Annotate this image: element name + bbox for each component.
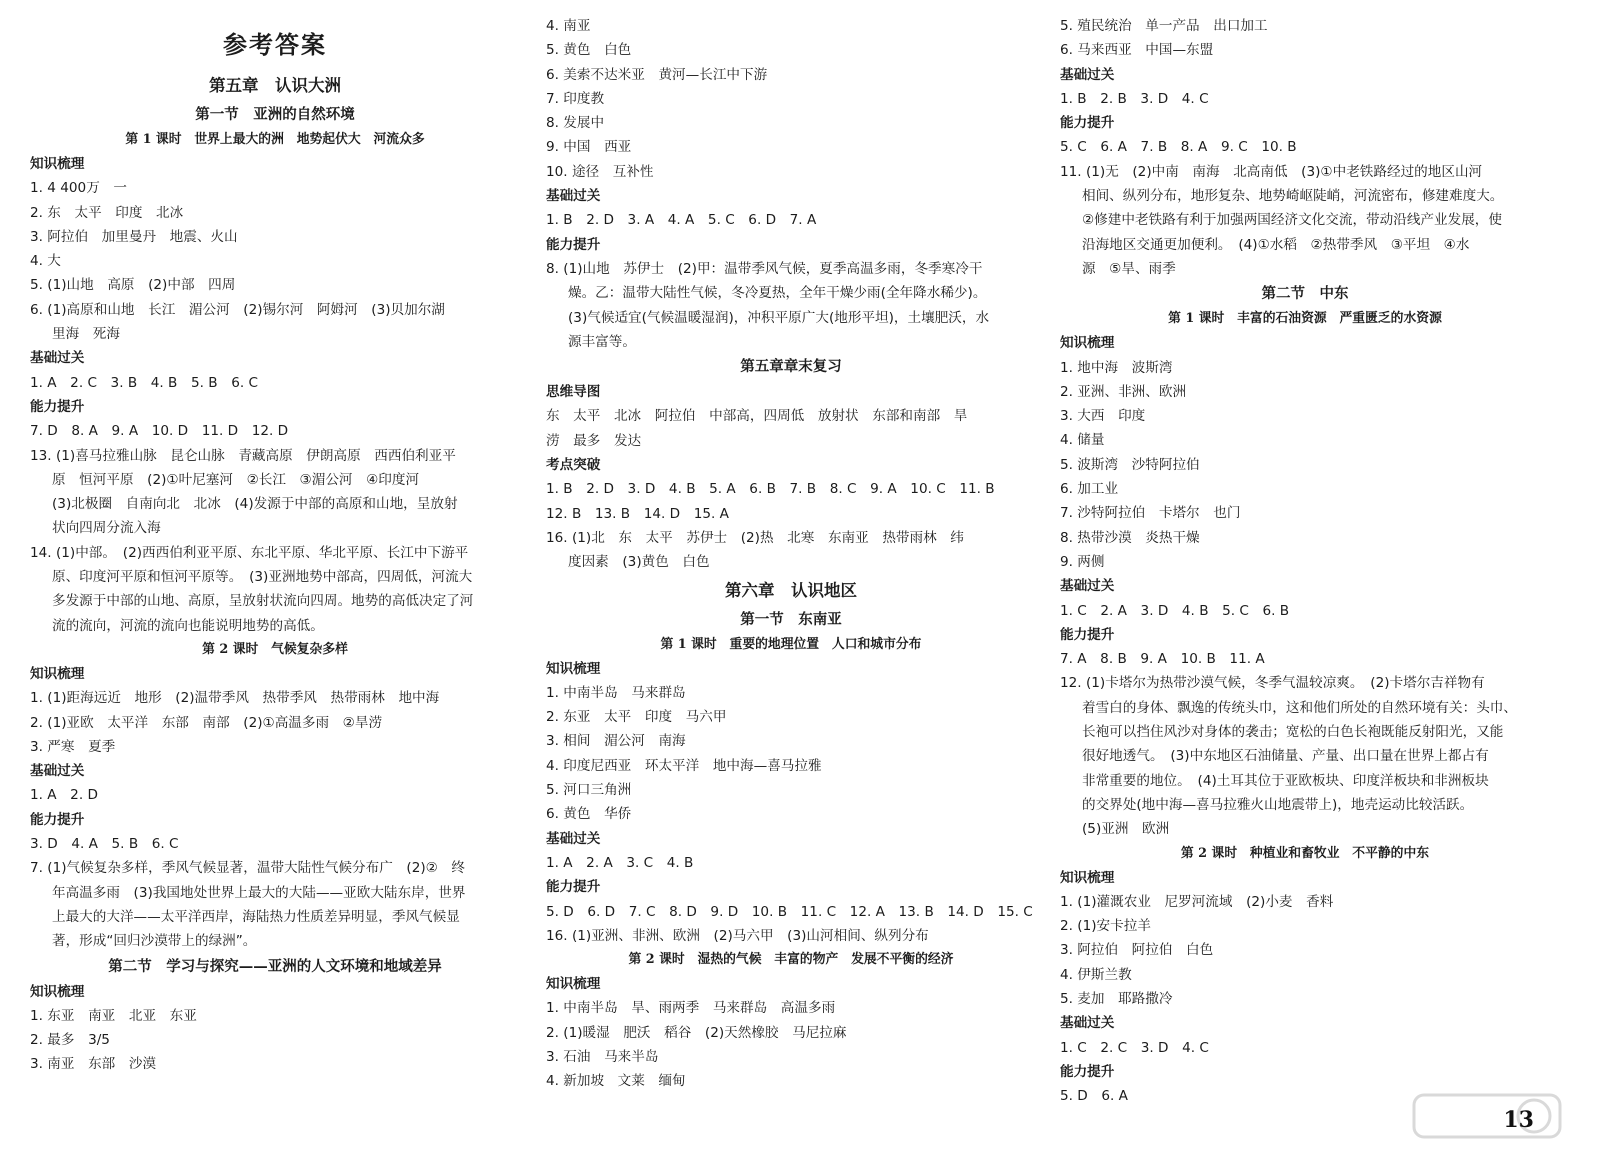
answer-line-continued: 的交界处(地中海—喜马拉雅火山地震带上)，地壳运动比较活跃。	[1082, 796, 1474, 813]
answer-line: 1. B 2. D 3. A 4. A 5. C 6. D 7. A	[546, 212, 817, 229]
page-number: 13	[1503, 1107, 1534, 1133]
section-label: 知识梳理	[546, 660, 601, 677]
answer-line: 1. 地中海 波斯湾	[1060, 359, 1173, 376]
answer-line: 7. 印度教	[546, 90, 605, 107]
answer-line: 1. 4 400万 一	[30, 180, 127, 197]
answer-line: 3. 阿拉伯 加里曼丹 地震、火山	[30, 228, 238, 245]
answer-line-continued: 度因素 (3)黄色 白色	[568, 554, 710, 571]
answer-line-continued: 流的流向，河流的流向也能说明地势的高低。	[52, 617, 324, 634]
section-label: 知识梳理	[30, 983, 85, 1000]
section-label: 考点突破	[546, 457, 601, 474]
column-3	[1060, 14, 1550, 1108]
answer-line-continued: 源 ⑤旱、雨季	[1082, 260, 1176, 277]
answer-line: 5. D 6. A	[1060, 1088, 1128, 1105]
answer-line: 1. 中南半岛 马来群岛	[546, 684, 686, 701]
answer-line-continued: 上最大的大洋——太平洋西岸，海陆热力性质差异明显，季风气候显	[52, 908, 460, 925]
answer-line-continued: 源丰富等。	[568, 333, 636, 350]
answer-line-continued: (5)亚洲 欧洲	[1082, 821, 1170, 838]
section-label: 能力提升	[546, 879, 601, 896]
answer-line-continued: 非常重要的地位。 (4)土耳其位于亚欧板块、印度洋板块和非洲板块	[1082, 772, 1489, 789]
section-label: 基础过关	[30, 763, 85, 780]
section-label: 能力提升	[1060, 1063, 1115, 1080]
answer-line: 6. (1)高原和山地 长江 湄公河 (2)锡尔河 阿姆河 (3)贝加尔湖	[30, 301, 445, 318]
answer-line-continued: 原 恒河平原 (2)①叶尼塞河 ②长江 ③湄公河 ④印度河	[52, 471, 420, 488]
answer-line-continued: 燥。乙：温带大陆性气候，冬冷夏热，全年干燥少雨(全年降水稀少)。	[568, 285, 987, 302]
lesson-heading: 第 2 课时 湿热的气候 丰富的物产 发展不平衡的经济	[628, 952, 954, 968]
section-label: 能力提升	[1060, 115, 1115, 132]
column-1	[30, 14, 520, 1077]
answer-line: 3. 南亚 东部 沙漠	[30, 1056, 157, 1073]
section-label: 基础过关	[1060, 1015, 1115, 1032]
answer-line-continued: 著，形成“回归沙漠带上的绿洲”。	[52, 933, 257, 950]
answer-line: 2. 东 太平 印度 北冰	[30, 204, 184, 221]
answer-line: 9. 中国 西亚	[546, 139, 632, 156]
answer-line: 3. 石油 马来半岛	[546, 1048, 659, 1065]
answer-line: 4. 大	[30, 253, 61, 270]
section-label: 知识梳理	[1060, 335, 1115, 352]
answer-line: 3. 严寒 夏季	[30, 738, 116, 755]
lesson-heading: 第 1 课时 丰富的石油资源 严重匮乏的水资源	[1168, 311, 1442, 327]
page-title: 参考答案	[223, 30, 327, 59]
answer-line: 4. 新加坡 文莱 缅甸	[546, 1073, 686, 1090]
answer-line: 2. (1)安卡拉羊	[1060, 918, 1151, 935]
section-label: 能力提升	[1060, 626, 1115, 643]
answer-line: 1. A 2. D	[30, 787, 98, 804]
answer-line: 11. (1)无 (2)中南 南海 北高南低 (3)①中老铁路经过的地区山河	[1060, 163, 1483, 180]
answer-line: 1. (1)距海远近 地形 (2)温带季风 热带季风 热带雨林 地中海	[30, 690, 440, 707]
section-label: 思维导图	[546, 384, 601, 401]
answer-line-continued: 状向四周分流入海	[52, 520, 161, 537]
section-label: 知识梳理	[30, 156, 85, 172]
answer-line: 5. C 6. A 7. B 8. A 9. C 10. B	[1060, 139, 1297, 156]
answer-line: 6. 美索不达米亚 黄河—长江中下游	[546, 66, 768, 83]
answer-line: 5. 波斯湾 沙特阿拉伯	[1060, 456, 1200, 473]
section-label: 知识梳理	[30, 665, 85, 682]
answer-line: 3. 相间 湄公河 南海	[546, 733, 686, 750]
answer-line-continued: (3)气候适宜(气候温暖湿润)，冲积平原广大(地形平坦)，土壤肥沃，水	[568, 309, 990, 326]
section-label: 能力提升	[30, 398, 85, 415]
answer-line: 8. 发展中	[546, 115, 605, 132]
answer-line: 12. (1)卡塔尔为热带沙漠气候，冬季气温较凉爽。 (2)卡塔尔吉祥物有	[1060, 675, 1485, 692]
section-label: 基础过关	[546, 830, 601, 847]
answer-line: 7. A 8. B 9. A 10. B 11. A	[1060, 651, 1265, 668]
answer-line: 2. (1)暖湿 肥沃 稻谷 (2)天然橡胶 马尼拉麻	[546, 1024, 847, 1041]
answer-line: 3. 阿拉伯 阿拉伯 白色	[1060, 942, 1214, 959]
answer-line: 2. 东亚 太平 印度 马六甲	[546, 709, 727, 726]
answer-line: 2. 亚洲、非洲、欧洲	[1060, 383, 1187, 400]
answer-line: 3. D 4. A 5. B 6. C	[30, 836, 179, 853]
answer-line: 5. 麦加 耶路撒冷	[1060, 990, 1173, 1007]
answer-line: 12. B 13. B 14. D 15. A	[546, 505, 729, 522]
lesson-heading: 第 1 课时 重要的地理位置 人口和城市分布	[660, 636, 922, 652]
section-label: 能力提升	[546, 236, 601, 253]
section-heading: 第五章章末复习	[740, 358, 842, 376]
answer-line: 10. 途径 互补性	[546, 163, 654, 180]
answer-line: 16. (1)北 东 太平 苏伊士 (2)热 北寒 东南亚 热带雨林 纬	[546, 529, 964, 546]
answer-line: 5. (1)山地 高原 (2)中部 四周	[30, 277, 236, 294]
section-heading: 第二节 中东	[1261, 285, 1349, 303]
answer-line: 7. 沙特阿拉伯 卡塔尔 也门	[1060, 505, 1241, 522]
section-label: 能力提升	[30, 811, 85, 828]
column-2	[546, 14, 1036, 1094]
answer-line: 2. (1)亚欧 太平洋 东部 南部 (2)①高温多雨 ②旱涝	[30, 714, 383, 731]
answer-line: 4. 伊斯兰教	[1060, 966, 1132, 983]
answer-line: 1. 东亚 南亚 北亚 东亚	[30, 1007, 197, 1024]
section-heading: 第一节 东南亚	[740, 610, 842, 628]
answer-line-continued: 原、印度河平原和恒河平原等。 (3)亚洲地势中部高，四周低，河流大	[52, 569, 473, 586]
section-label: 知识梳理	[546, 976, 601, 993]
answer-line: 16. (1)亚洲、非洲、欧洲 (2)马六甲 (3)山河相间、纵列分布	[546, 927, 929, 944]
section-heading: 第一节 亚洲的自然环境	[195, 106, 355, 123]
answer-line-continued: ②修建中老铁路有利于加强两国经济文化交流，带动沿线产业发展，使	[1082, 212, 1502, 229]
answer-line: 6. 加工业	[1060, 481, 1119, 498]
section-label: 知识梳理	[1060, 869, 1115, 886]
answer-line: 1. 中南半岛 旱、雨两季 马来群岛 高温多雨	[546, 1000, 836, 1017]
answer-line: 5. 殖民统治 单一产品 出口加工	[1060, 18, 1268, 34]
answer-line: 涝 最多 发达	[546, 432, 642, 449]
answer-line: 2. 最多 3/5	[30, 1032, 110, 1049]
answer-line: 1. C 2. A 3. D 4. B 5. C 6. B	[1060, 602, 1290, 619]
answer-line: 3. 大西 印度	[1060, 408, 1146, 425]
answer-line: 1. B 2. B 3. D 4. C	[1060, 90, 1209, 107]
answer-line: 5. 黄色 白色	[546, 42, 632, 59]
answer-line-continued: 沿海地区交通更加便利。 (4)①水稻 ②热带季风 ③平坦 ④水	[1082, 236, 1470, 253]
answer-line: 4. 储量	[1060, 432, 1105, 449]
section-label: 基础过关	[1060, 66, 1115, 83]
answer-line: 6. 黄色 华侨	[546, 806, 632, 823]
answer-line: 1. B 2. D 3. D 4. B 5. A 6. B 7. B 8. C 9. A 10. C 11. B	[546, 481, 995, 498]
answer-line: 5. 河口三角洲	[546, 782, 632, 799]
lesson-heading: 第 2 课时 气候复杂多样	[202, 641, 348, 657]
answer-line-continued: 年高温多雨 (3)我国地处世界上最大的大陆——亚欧大陆东岸，世界	[52, 884, 466, 901]
answer-line: 1. (1)灌溉农业 尼罗河流域 (2)小麦 香料	[1060, 893, 1334, 910]
section-label: 基础过关	[30, 350, 85, 367]
answer-line: 5. D 6. D 7. C 8. D 9. D 10. B 11. C 12. A 13. B 14. D 15. C	[546, 903, 1033, 920]
answer-line-continued: 相间、纵列分布，地形复杂、地势崎岖陡峭，河流密布，修建难度大。	[1082, 188, 1504, 205]
answer-line: 1. A 2. A 3. C 4. B	[546, 854, 694, 871]
watermark-logo	[1412, 1091, 1562, 1141]
answer-line: 8. (1)山地 苏伊士 (2)甲：温带季风气候，夏季高温多雨，冬季寒冷干	[546, 260, 983, 277]
answer-line: 1. A 2. C 3. B 4. B 5. B 6. C	[30, 374, 258, 391]
answer-line: 13. (1)喜马拉雅山脉 昆仑山脉 青藏高原 伊朗高原 西西伯利亚平	[30, 447, 456, 464]
answer-line: 9. 两侧	[1060, 553, 1105, 570]
answer-line: 14. (1)中部。 (2)西西伯利亚平原、东北平原、华北平原、长江中下游平	[30, 544, 469, 561]
answer-line: 7. D 8. A 9. A 10. D 11. D 12. D	[30, 423, 289, 440]
answer-line-continued: 很好地透气。 (3)中东地区石油储量、产量、出口量在世界上都占有	[1082, 748, 1489, 765]
answer-line-continued: 多发源于中部的山地、高原，呈放射状流向四周。地势的高低决定了河	[52, 593, 474, 610]
answer-line: 7. (1)气候复杂多样，季风气候显著，温带大陆性气候分布广 (2)② 终	[30, 860, 466, 877]
chapter-heading: 第六章 认识地区	[725, 580, 857, 600]
answer-line-continued: 长袍可以挡住风沙对身体的袭击；宽松的白色长袍既能反射阳光，又能	[1082, 724, 1504, 741]
answer-line-continued: 着雪白的身体、飘逸的传统头巾，这和他们所处的自然环境有关：头巾、	[1082, 699, 1517, 716]
lesson-heading: 第 2 课时 种植业和畜牧业 不平静的中东	[1180, 845, 1430, 861]
section-label: 基础过关	[546, 188, 601, 205]
answer-line: 4. 印度尼西亚 环太平洋 地中海—喜马拉雅	[546, 757, 822, 774]
chapter-heading: 第五章 认识大洲	[209, 76, 341, 95]
answer-line-continued: 里海 死海	[52, 326, 120, 343]
answer-line: 1. C 2. C 3. D 4. C	[1060, 1039, 1209, 1056]
answer-line-continued: (3)北极圈 自南向北 北冰 (4)发源于中部的高原和山地，呈放射	[52, 496, 458, 513]
answer-line: 东 太平 北冰 阿拉伯 中部高，四周低 放射状 东部和南部 旱	[546, 408, 968, 425]
section-heading: 第二节 学习与探究——亚洲的人文环境和地域差异	[108, 957, 442, 975]
lesson-heading: 第 1 课时 世界上最大的洲 地势起伏大 河流众多	[125, 132, 425, 147]
section-label: 基础过关	[1060, 578, 1115, 595]
answer-line: 8. 热带沙漠 炎热干燥	[1060, 529, 1200, 546]
answer-line: 4. 南亚	[546, 18, 591, 34]
answer-line: 6. 马来西亚 中国—东盟	[1060, 42, 1214, 59]
